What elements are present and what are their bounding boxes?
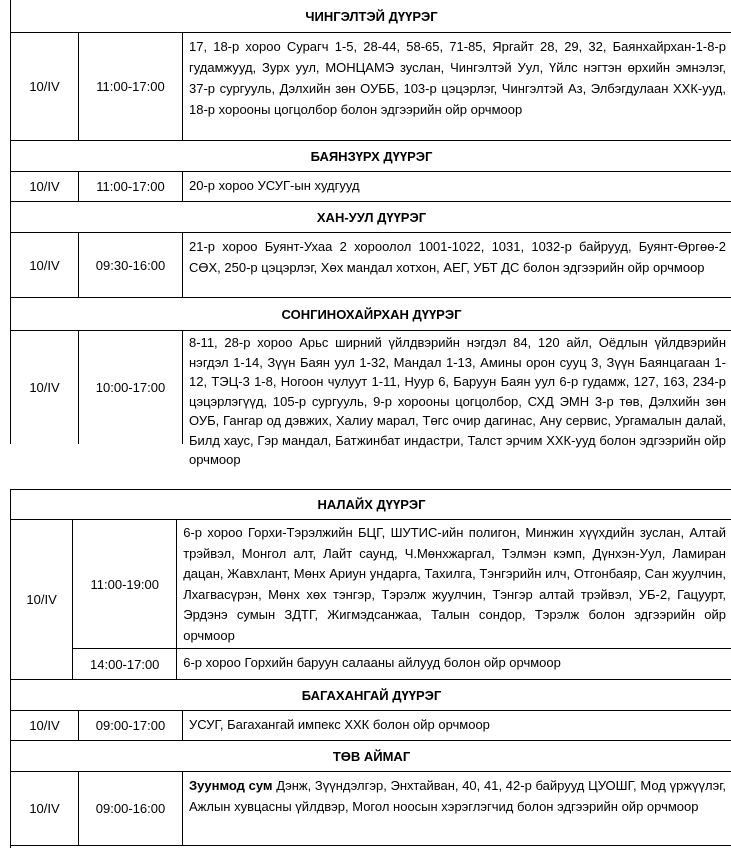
schedule-row <box>11 331 731 467</box>
location-text: Дэнж, Зүүндэлгэр, Энхтайван, 40, 41, 42-р байрууд ЦУОШГ, Мод үржүүлэг, Ажлын хувцасны үйлдвэр, Могол ноосын хэрэглэгчид болон эдгээрийн ойр орчмоор <box>189 778 726 814</box>
location-emphasis: Зуунмод сум <box>189 778 273 793</box>
date-cell: 10/IV <box>11 711 79 740</box>
location-cell <box>183 772 731 845</box>
time-cell: 11:00-19:00 <box>73 520 177 648</box>
location-cell: 6-р хороо Горхи-Тэрэлжийн БЦГ, ШУТИС-ийн полигон, Минжин хүүхдийн зуслан, Алтай трэйвэл, Монгол алт, Лайт саунд, Ч.Мөнхжаргал, Тэлмэн кэмп, Дүнхэн-Уул, Ламиран дацан, Жавхлант, Мөнх Ариун ундарга, Тахилга, Тэнгэрийн илч, Отгонбаяр, Сан жуулчин, Лхагвасүрэн, Мөнх хөх тэнгэр, Тэрэлж жуулчин, Тэнгэр алтай трэйвэл, УБ-2, Гацуурт, Эрдэнэ сумын ЗДТГ, Жигмэдсанжаа, Талын сондор, Тэрэлж болон эдгээрийн ойр орчмоор <box>183 525 726 643</box>
schedule-row <box>11 772 731 846</box>
date-cell: 10/IV <box>11 33 79 140</box>
district-title: НАЛАЙХ ДҮҮРЭГ <box>317 497 426 512</box>
location-cell: 17, 18-р хороо Сурагч 1-5, 28-44, 58-65, 71-85, Яргайт 28, 29, 32, Баянхайрхан-1-8-р гудамжууд, Зурх уул, МОНЦАМЭ зуслан, Чингэлтэй Уул, Үйлс нэгтэн өрхийн эмнэлэг, 37-р сургууль, Дэлхийн зөн ОУББ, 103-р цэцэрлэг, Чингэлтэй Аз, Элбэгдулаан ХХК-ууд, 18-р хорооны цогцолбор болон эдгээрийн ойр орчмоор <box>189 39 726 117</box>
district-title: СОНГИНОХАЙРХАН ДҮҮРЭГ <box>281 306 462 322</box>
date-cell: 10/IV <box>11 233 79 297</box>
date-cell: 10/IV <box>11 772 79 845</box>
time-cell: 09:00-17:00 <box>79 711 183 740</box>
schedule-row <box>11 172 731 202</box>
time-cell: 09:00-16:00 <box>79 772 183 845</box>
schedule-row <box>11 520 731 680</box>
district-title: ХАН-УУЛ ДҮҮРЭГ <box>316 209 427 225</box>
district-title: ЧИНГЭЛТЭЙ ДҮҮРЭГ <box>305 8 438 24</box>
district-header-bayanzurkh <box>11 141 731 172</box>
time-slot <box>73 649 731 679</box>
time-cell: 11:00-17:00 <box>79 33 183 140</box>
district-header-tuv <box>11 741 731 772</box>
schedule-row <box>11 233 731 298</box>
district-title: БАЯНЗҮРХ ДҮҮРЭГ <box>310 148 433 164</box>
district-header-nalaikh <box>11 490 731 520</box>
district-header-khanuul <box>11 202 731 233</box>
date-cell: 10/IV <box>11 331 79 444</box>
outage-table-part-1 <box>10 0 731 467</box>
time-slot <box>73 520 731 649</box>
location-cell: 6-р хороо Горхийн баруун салааны айлууд болон ойр орчмоор <box>183 655 561 670</box>
date-cell: 10/IV <box>11 520 73 679</box>
district-header-songinokhairkhan <box>11 298 731 331</box>
district-header-bagakhangai <box>11 680 731 711</box>
time-slots <box>73 520 731 679</box>
schedule-row <box>11 33 731 141</box>
district-title: ТӨВ АЙМАГ <box>332 748 411 764</box>
time-cell: 09:30-16:00 <box>79 233 183 297</box>
time-cell: 10:00-17:00 <box>79 331 183 444</box>
schedule-row <box>11 711 731 741</box>
district-title: БАГАХАНГАЙ ДҮҮРЭГ <box>301 687 442 703</box>
outage-table-part-2 <box>10 489 731 848</box>
location-cell: 21-р хороо Буянт-Ухаа 2 хороолол 1001-1022, 1031, 1032-р байрууд, Буянт-Өргөө-2 СӨХ, 250-р цэцэрлэг, Хөх мандал хотхон, АЕГ, УБТ ДС болон эдгээрийн ойр орчмоор <box>189 239 726 275</box>
date-cell: 10/IV <box>11 172 79 201</box>
location-cell: УСУГ, Багахангай импекс ХХК болон ойр орчмоор <box>189 717 490 732</box>
location-cell: 20-р хороо УСУГ-ын худгууд <box>189 178 360 193</box>
district-header-chingeltei <box>11 0 731 33</box>
time-cell: 14:00-17:00 <box>73 649 177 679</box>
time-cell: 11:00-17:00 <box>79 172 183 201</box>
location-cell: 8-11, 28-р хороо Арьс ширний үйлдвэрийн нэгдэл 84, 120 айл, Оёдлын үйлдвэрийн нэгдэл 1-14, Зүүн Баян уул 1-32, Мандал 1-13, Амины орон сууц 3, Зүүн Баянцагаан 1-12, ТЭЦ-3 1-8, Ногоон чулуут 1-11, Нуур 6, Баруун Баян уул 6-р гудамж, 127, 163, 234-р цэцэрлэгүүд, 105-р сургууль, 9-р хорооны цогцолбор, СХД ЭМН 3-р төв, Дэлхийн зөн ОУБ, Гангар од дэвжих, Халиу марал, Төгс очир дагинас, Ану сервис, Ургамалын далай, Билд хаус, Гэр мандал, Батжинбат индастри, Талст эрчим ХХК-ууд болон эдгээрийн ойр орчмоор <box>189 335 726 467</box>
